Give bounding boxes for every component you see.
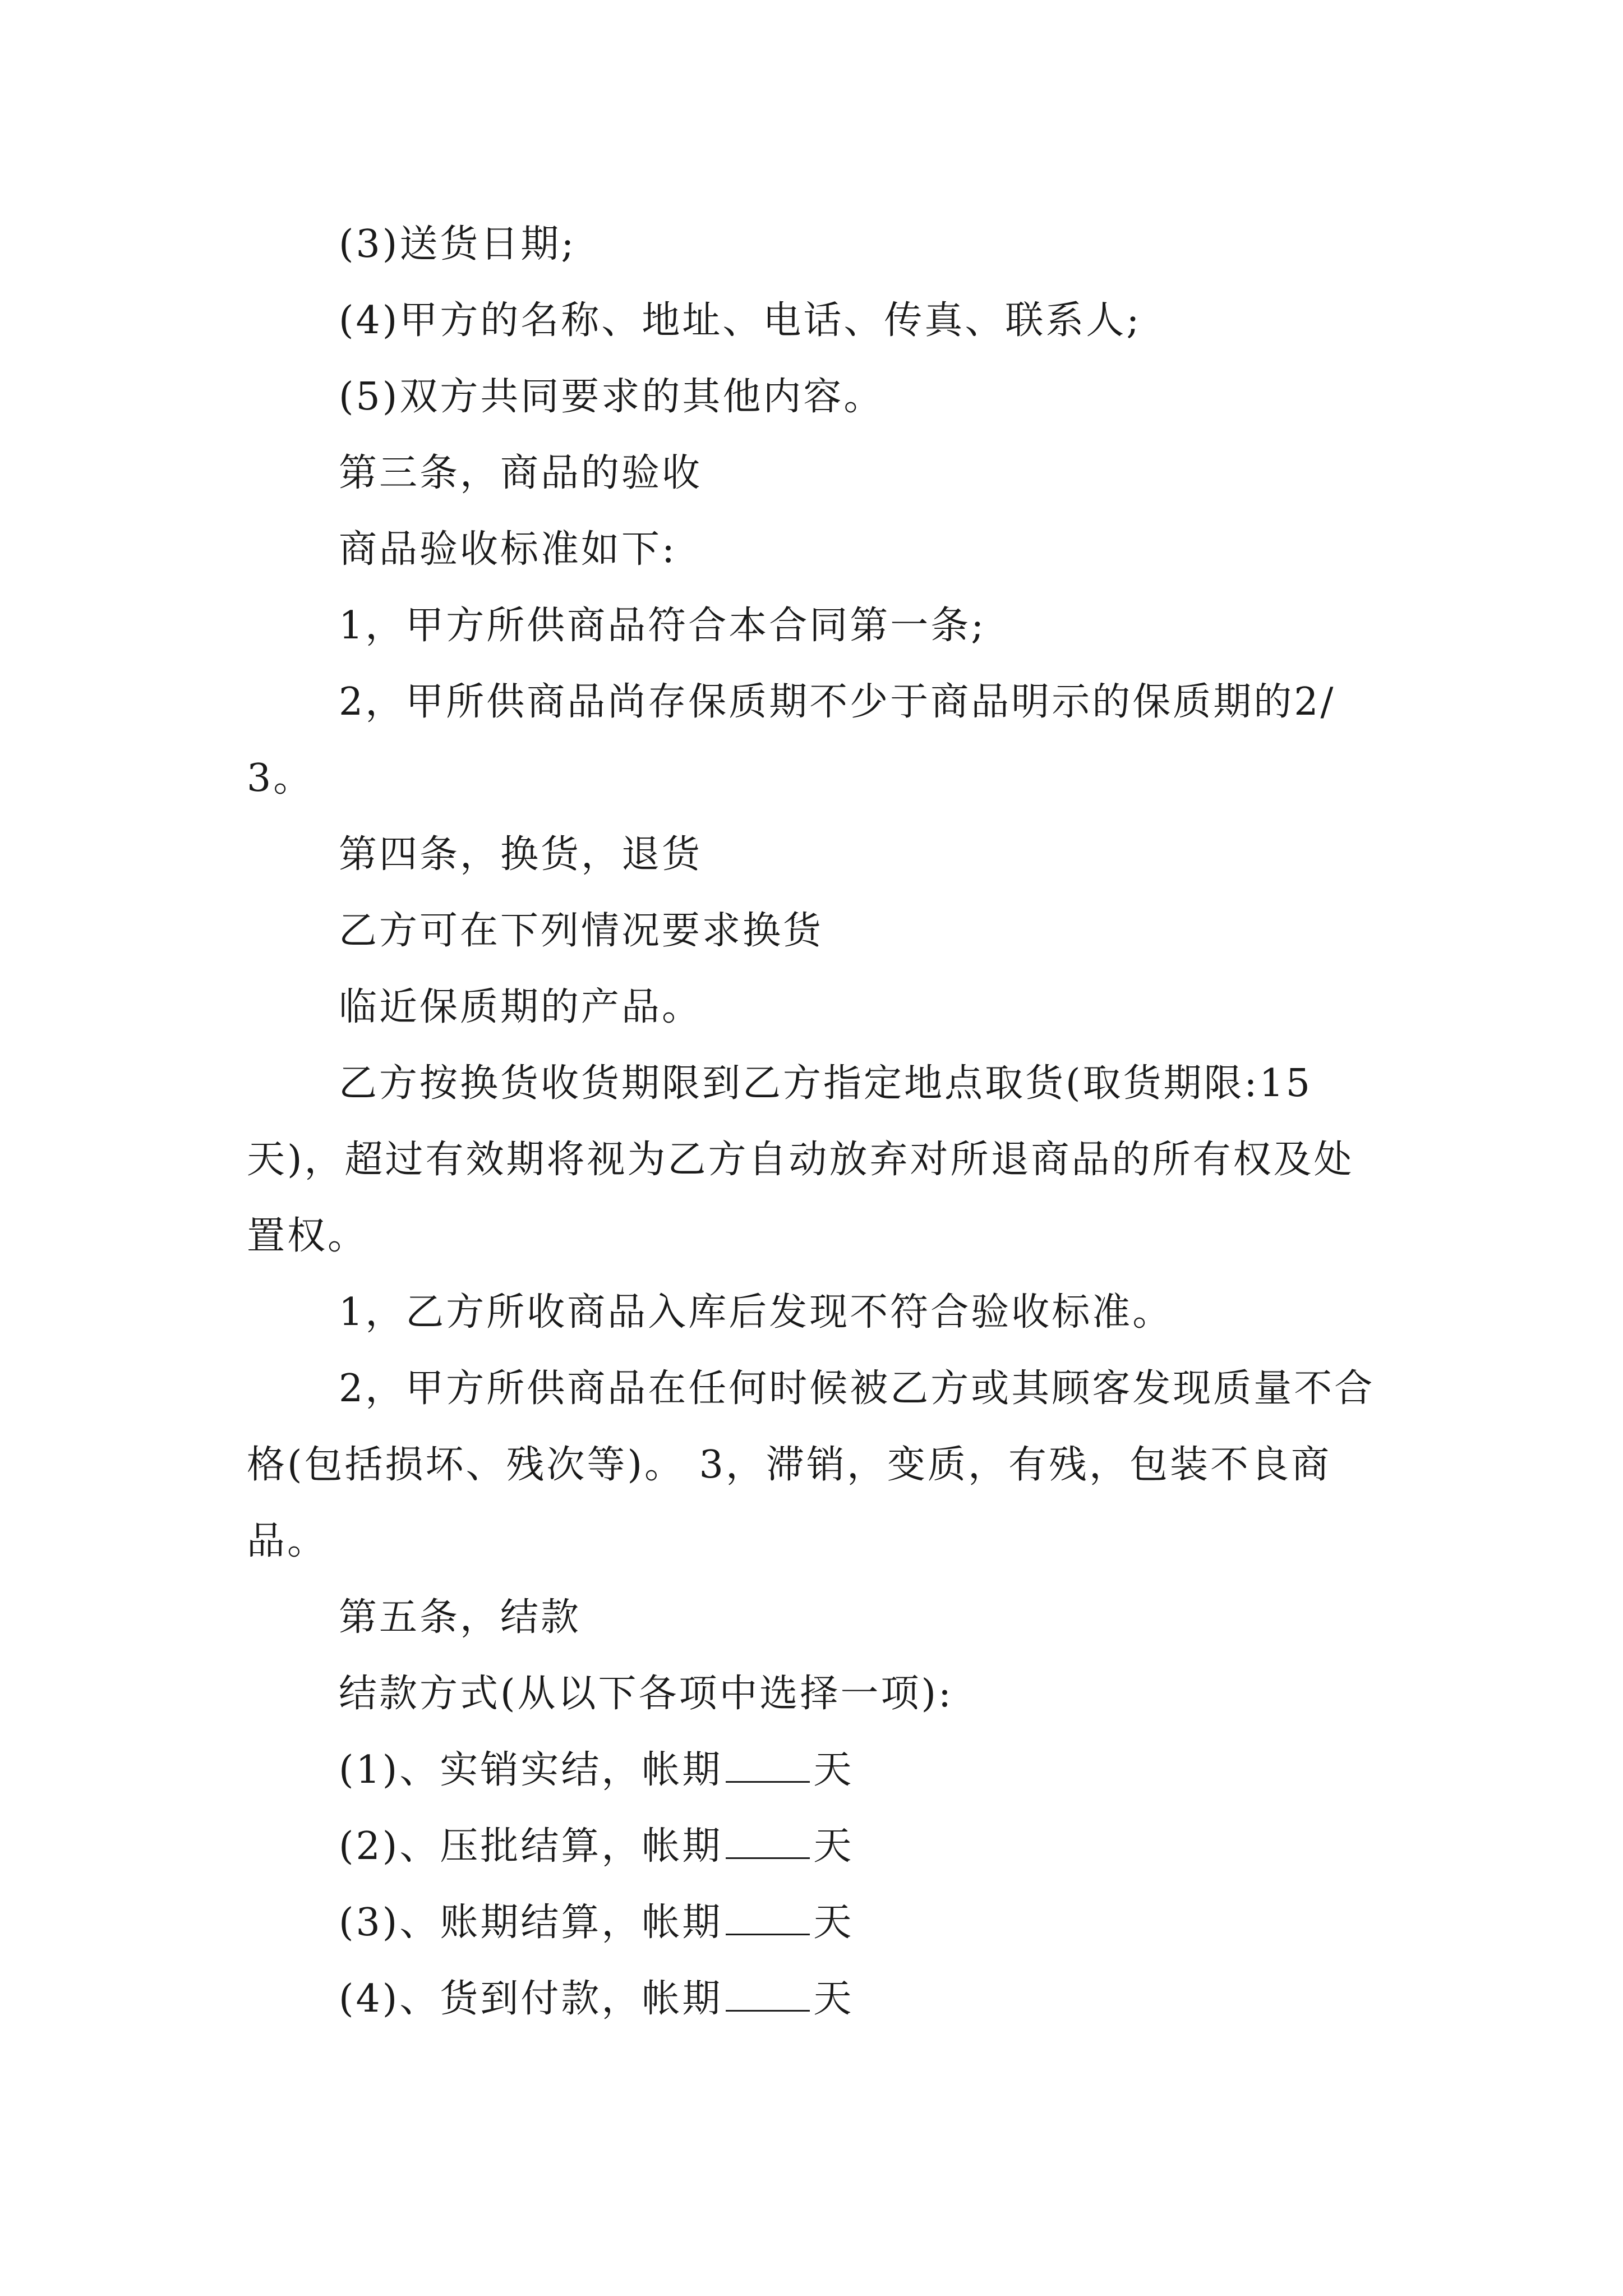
payment-option-unit: 天: [813, 1824, 854, 1869]
payment-method-intro: 结款方式(从以下各项中选择一项):: [339, 1672, 953, 1716]
clause-other-content: (5)双方共同要求的其他内容。: [339, 375, 884, 419]
clause-party-a-info: (4)甲方的名称、地址、电话、传真、联系人;: [339, 298, 1142, 343]
blank-line: [726, 1899, 810, 1935]
payment-option-2: [247, 1809, 1380, 1885]
payment-option-label: (2)、压批结算，帐期: [339, 1824, 723, 1869]
payment-option-label: (3)、账期结算，帐期: [339, 1901, 723, 1945]
article-4-heading: 第四条，换货，退货: [339, 832, 703, 877]
payment-option-label: (1)、实销实结，帐期: [339, 1748, 723, 1792]
payment-option-label: (4)、货到付款，帐期: [339, 1977, 723, 2021]
payment-option-4: [247, 1961, 1380, 2037]
article-3-heading: 第三条，商品的验收: [339, 451, 703, 495]
acceptance-item-1: 1，甲方所供商品符合本合同第一条;: [339, 604, 986, 648]
payment-option-unit: 天: [813, 1977, 854, 2021]
pickup-deadline-clause: 乙方按换货收货期限到乙方指定地点取货(取货期限:15天)，超过有效期将视为乙方自动放弃对所退商品的所有权及处置权。: [247, 1061, 1354, 1258]
blank-line: [726, 1746, 810, 1783]
payment-option-3: [247, 1885, 1380, 1961]
payment-option-unit: 天: [813, 1748, 854, 1792]
blank-line: [726, 1823, 810, 1859]
blank-line: [726, 1975, 810, 2012]
payment-option-1: [247, 1732, 1380, 1809]
article-5-heading: 第五条，结款: [339, 1595, 582, 1640]
payment-option-unit: 天: [813, 1901, 854, 1945]
acceptance-standard-intro: 商品验收标准如下:: [339, 527, 677, 572]
clause-delivery-date: (3)送货日期;: [339, 222, 577, 266]
return-condition-1: 1，乙方所收商品入库后发现不符合验收标准。: [339, 1290, 1173, 1335]
exchange-condition-near-expiry: 临近保质期的产品。: [339, 985, 703, 1029]
document-body: [247, 206, 1380, 2037]
acceptance-item-2: 2，甲所供商品尚存保质期不少于商品明示的保质期的2/3。: [247, 680, 1336, 800]
return-condition-2-3: 2，甲方所供商品在任何时候被乙方或其顾客发现质量不合格(包括损坏、残次等)。 3，滞销，变质，有残，包装不良商品。: [247, 1366, 1375, 1563]
exchange-conditions-intro: 乙方可在下列情况要求换货: [339, 909, 824, 953]
